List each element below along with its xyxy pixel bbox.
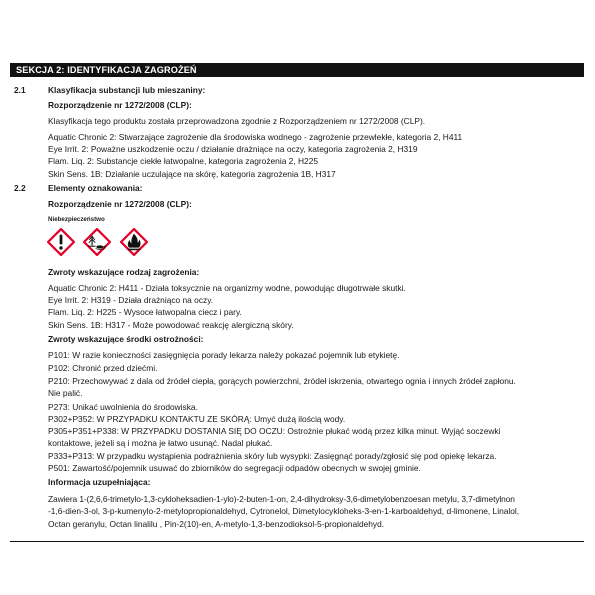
regulation-heading-2-2: Rozporządzenie nr 1272/2008 (CLP): <box>48 199 192 209</box>
section-number-2-1: 2.1 <box>14 85 26 95</box>
precautionary-statement: P302+P352: W PRZYPADKU KONTAKTU ZE SKÓRĄ: Umyć dużą ilością wody. <box>48 414 346 424</box>
supplementary-info-line: Zawiera 1-(2,6,6-trimetylo-1,3-cykloheksadien-1-ylo)-2-buten-1-on, 2,4-dihydroksy-3,6-dimetylobenzoesan metylu, 3,7-dimetylnon <box>48 494 515 504</box>
section-title-2-1: Klasyfikacja substancji lub mieszaniny: <box>48 85 206 95</box>
hazard-statement: Eye Irrit. 2: H319 - Działa drażniąco na oczy. <box>48 295 214 305</box>
environment-pictogram-icon <box>83 228 111 256</box>
section-number-2-2: 2.2 <box>14 183 26 193</box>
exclamation-pictogram-icon <box>47 228 75 256</box>
classification-line: Flam. Liq. 2: Substancje ciekłe łatwopalne, kategoria zagrożenia 2, H225 <box>48 156 319 166</box>
hazard-statement: Aquatic Chronic 2: H411 - Działa toksycznie na organizmy wodne, powodując długotrwałe skutki. <box>48 283 406 293</box>
precautionary-statements-heading: Zwroty wskazujące środki ostrożności: <box>48 334 204 344</box>
precautionary-statement: P305+P351+P338: W PRZYPADKU DOSTANIA SIĘ DO OCZU: Ostrożnie płukać wodą przez kilka minut. Wyjąć soczewki <box>48 426 501 436</box>
classification-line: Skin Sens. 1B: Działanie uczulające na skórę, kategoria zagrożenia 1B, H317 <box>48 169 336 179</box>
section-bottom-rule <box>10 541 584 542</box>
section-title-2-2: Elementy oznakowania: <box>48 183 143 193</box>
hazard-statement: Skin Sens. 1B: H317 - Może powodować reakcję alergiczną skóry. <box>48 320 294 330</box>
supplementary-info-line: -1,6-dien-3-ol, 3-p-kumenylo-2-metylopropionaldehyd, Cytronelol, Dimetylocykloheks-3-en-1-karboaldehyd, d-limonene, Linalol, <box>48 506 520 516</box>
classification-line: Klasyfikacja tego produktu została przeprowadzona zgodnie z Rozporządzeniem nr 1272/2008 (CLP). <box>48 116 426 126</box>
regulation-heading-2-1: Rozporządzenie nr 1272/2008 (CLP): <box>48 100 192 110</box>
signal-word: Niebezpieczeństwo <box>48 216 105 223</box>
precautionary-statement: P101: W razie konieczności zasięgnięcia porady lekarza należy pokazać pojemnik lub etykietę. <box>48 350 400 360</box>
precautionary-statement: Nie palić. <box>48 388 83 398</box>
precautionary-statement: P102: Chronić przed dziećmi. <box>48 363 158 373</box>
precautionary-statement: kontaktowe, jeżeli są i można je łatwo usunąć. Nadal płukać. <box>48 438 273 448</box>
supplementary-info-line: Octan geranylu, Octan linalilu , Pin-2(10)-en, A-metylo-1,3-benzodioksol-5-propionaldehyd. <box>48 519 385 529</box>
classification-line: Eye Irrit. 2: Poważne uszkodzenie oczu / działanie drażniące na oczy, kategoria zagrożenia 2, H319 <box>48 144 418 154</box>
section-header: SEKCJA 2: IDENTYFIKACJA ZAGROŻEŃ <box>10 63 584 77</box>
hazard-statement: Flam. Liq. 2: H225 - Wysoce łatwopalna ciecz i pary. <box>48 307 242 317</box>
precautionary-statement: P210: Przechowywać z dala od źródeł ciepła, gorących powierzchni, źródeł iskrzenia, otwartego ognia i innych źródeł zapłonu. <box>48 376 516 386</box>
classification-line: Aquatic Chronic 2: Stwarzające zagrożenie dla środowiska wodnego - zagrożenie przewlekłe, kategoria 2, H411 <box>48 132 463 142</box>
supplementary-info-heading: Informacja uzupełniająca: <box>48 477 151 487</box>
flame-pictogram-icon <box>120 228 148 256</box>
precautionary-statement: P273: Unikać uwolnienia do środowiska. <box>48 402 198 412</box>
hazard-statements-heading: Zwroty wskazujące rodzaj zagrożenia: <box>48 267 200 277</box>
precautionary-statement: P501: Zawartość/pojemnik usuwać do zbiorników do segregacji odpadów obecnych w swojej gminie. <box>48 463 421 473</box>
precautionary-statement: P333+P313: W przypadku wystąpienia podrażnienia skóry lub wysypki: Zasięgnąć porady/zgłosić się pod opiekę lekarza. <box>48 451 497 461</box>
